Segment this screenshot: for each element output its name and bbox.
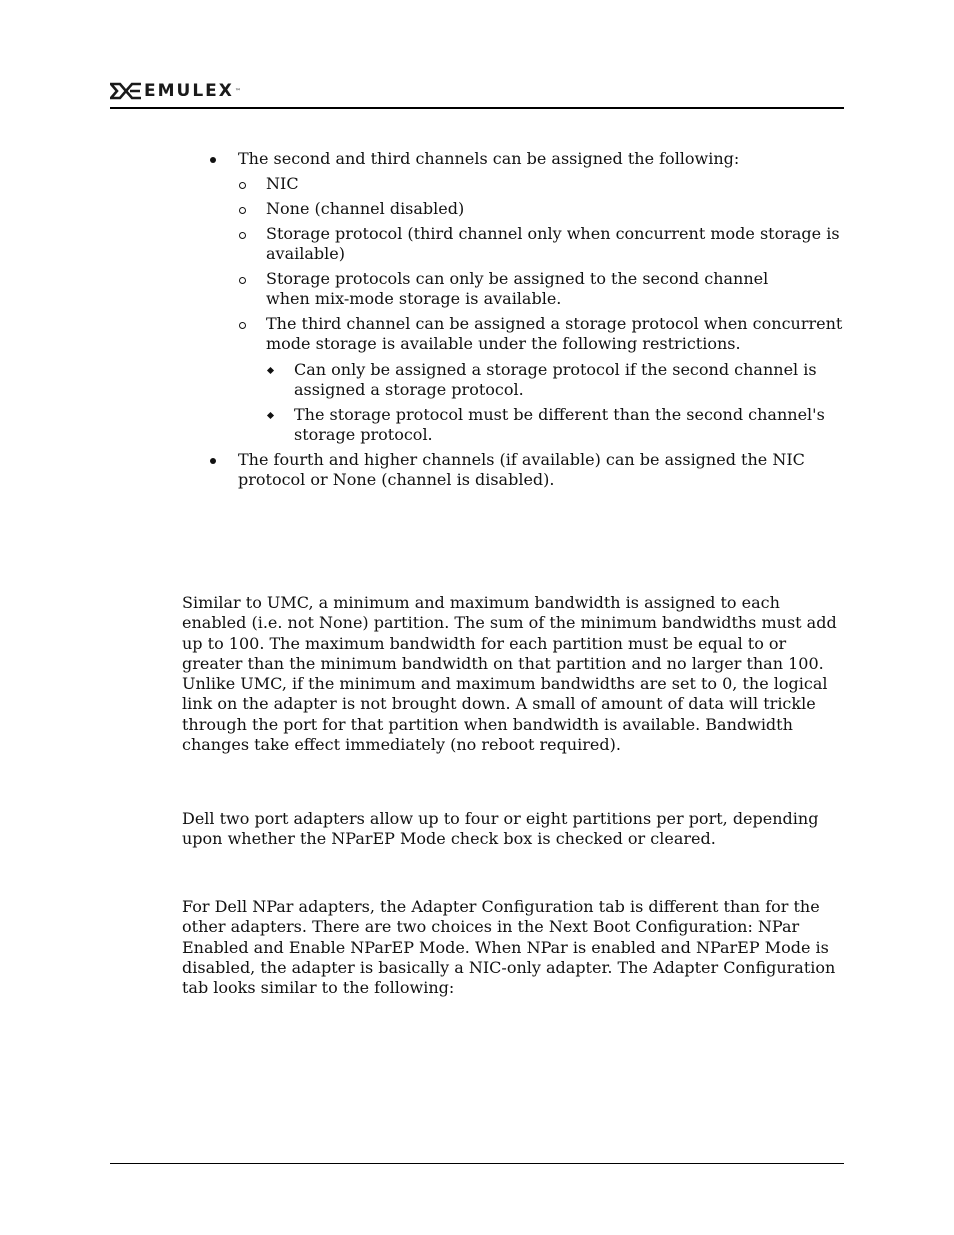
bullet-circle (239, 182, 247, 190)
list-item: None (channel disabled) (266, 199, 465, 218)
emulex-logo (110, 81, 241, 101)
footer-rule (110, 1163, 844, 1164)
list-item: Storage protocols can only be assigned to the second channel when mix-mode storage is available. (266, 269, 769, 309)
list-item: The third channel can be assigned a storage protocol when concurrent mode storage is available under the following restrictions. (266, 314, 843, 354)
list-item: The storage protocol must be different than the second channel's storage protocol. (294, 405, 825, 445)
paragraph: Similar to UMC, a minimum and maximum bandwidth is assigned to each enabled (i.e. not None) partition. The sum of the minimum bandwidths must add up to 100. The maximum bandwidth for each partition must be equal to or greater than the minimum bandwidth on that partition and no larger than 100. Unlike UMC, if the minimum and maximum bandwidths are set to 0, the logical link on the adapter is not brought down. A small of amount of data will trickle through the port for that partition when bandwidth is available. Bandwidth changes take effect immediately (no reboot required). (182, 593, 837, 755)
list-item: NIC (266, 174, 299, 193)
paragraph: For Dell NPar adapters, the Adapter Configuration tab is different than for the other adapters. There are two choices in the Next Boot Configuration: NPar Enabled and Enable NParEP Mode. When NPar is enabled and NParEP Mode is disabled, the adapter is basically a NIC-only adapter. The Adapter Configuration tab looks similar to the following: (182, 897, 836, 998)
bullet-dot (210, 458, 218, 466)
emulex-logo-icon (110, 82, 142, 100)
header-rule (110, 107, 844, 109)
bullet-circle (239, 207, 247, 215)
bullet-diamond (268, 413, 276, 421)
list-item: Storage protocol (third channel only when concurrent mode storage is available) (266, 224, 840, 264)
bullet-circle (239, 322, 247, 330)
list-item: The second and third channels can be assigned the following: (238, 149, 740, 168)
list-item: The fourth and higher channels (if available) can be assigned the NIC protocol or None (channel is disabled). (238, 450, 805, 490)
logo-trademark: ™ (234, 87, 241, 95)
list-item: Can only be assigned a storage protocol if the second channel is assigned a storage protocol. (294, 360, 817, 400)
bullet-circle (239, 277, 247, 285)
page-header (110, 78, 844, 110)
bullet-diamond (268, 368, 276, 376)
logo-text: EMULEX (144, 81, 234, 101)
paragraph: Dell two port adapters allow up to four or eight partitions per port, depending upon whether the NParEP Mode check box is checked or cleared. (182, 809, 819, 849)
bullet-circle (239, 232, 247, 240)
bullet-dot (210, 157, 218, 165)
